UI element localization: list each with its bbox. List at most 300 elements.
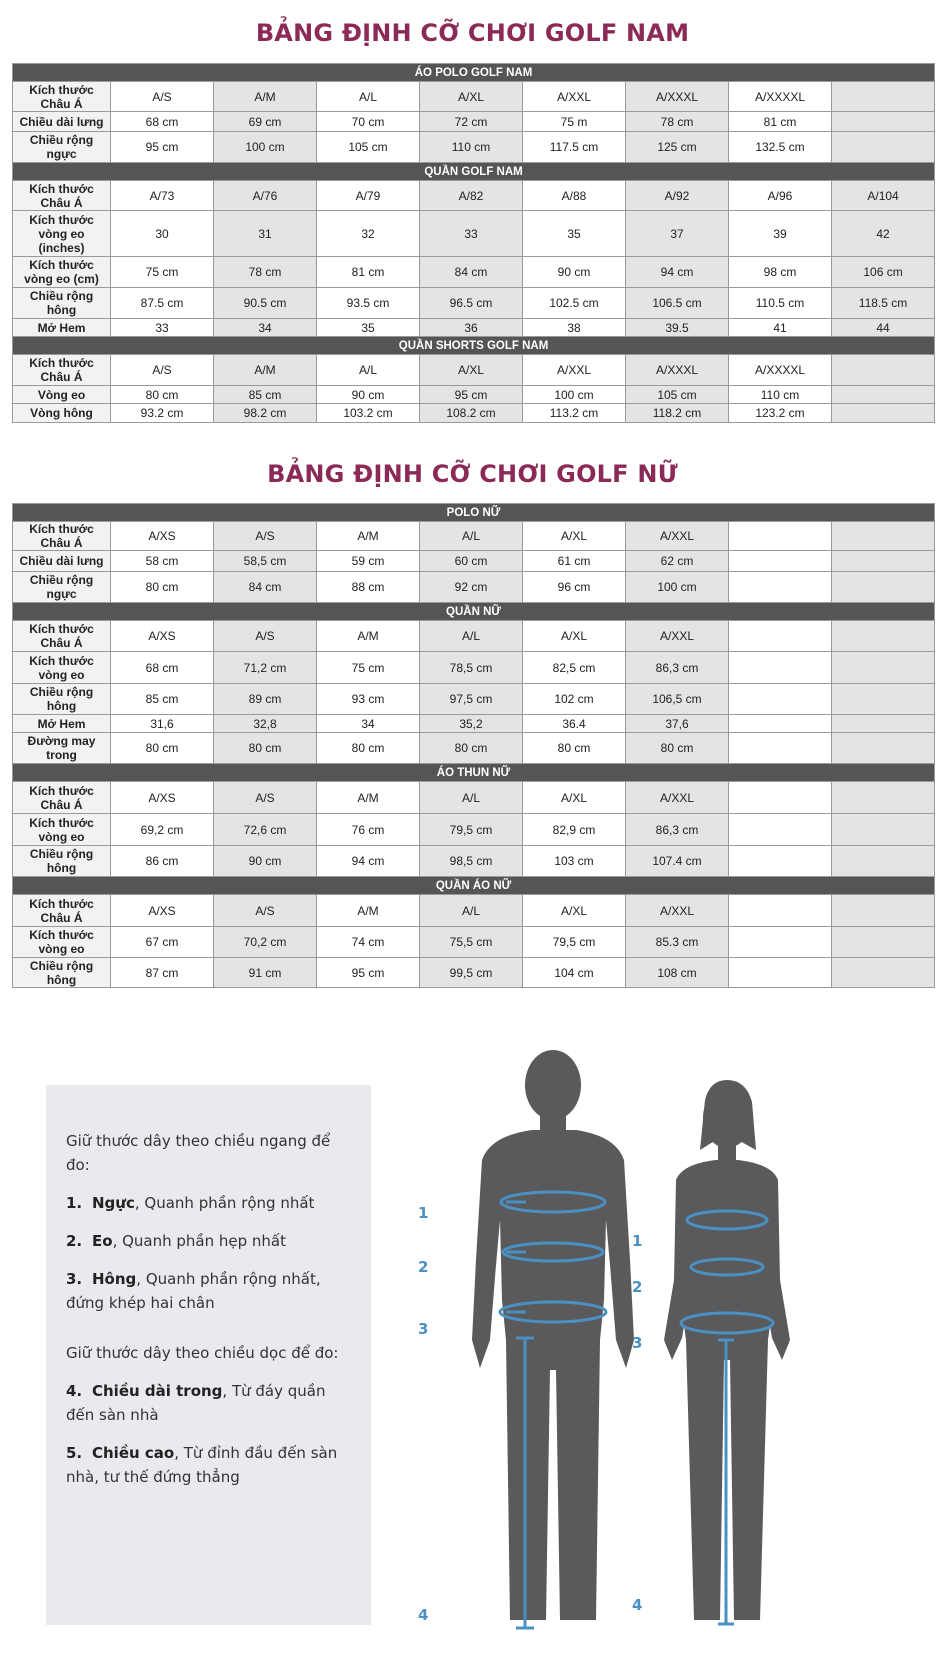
table-cell: A/L bbox=[420, 621, 523, 652]
women-size-table bbox=[12, 503, 935, 988]
table-cell: 31,6 bbox=[111, 715, 214, 733]
table-cell: 117.5 cm bbox=[523, 132, 626, 163]
table-cell: 118.2 cm bbox=[626, 404, 729, 423]
table-cell bbox=[729, 927, 832, 958]
table-cell: 79,5 cm bbox=[420, 814, 523, 846]
male-label-3: 3 bbox=[418, 1320, 429, 1338]
table-cell bbox=[832, 572, 935, 603]
table-cell bbox=[832, 621, 935, 652]
row-label: Kích thước vòng eo (cm) bbox=[13, 257, 111, 288]
table-cell: A/XS bbox=[111, 621, 214, 652]
section-header: QUẦN SHORTS GOLF NAM bbox=[13, 337, 935, 355]
table-cell: 105 cm bbox=[317, 132, 420, 163]
table-row bbox=[13, 958, 935, 988]
section-header: QUẦN GOLF NAM bbox=[13, 163, 935, 181]
table-cell: 61 cm bbox=[523, 551, 626, 572]
section-header-row bbox=[13, 764, 935, 782]
table-cell: 98 cm bbox=[729, 257, 832, 288]
table-cell: 70 cm bbox=[317, 112, 420, 132]
measurement-guide bbox=[46, 1085, 371, 1625]
table-cell: 86,3 cm bbox=[626, 652, 729, 684]
table-row bbox=[13, 733, 935, 764]
row-label: Chiều rộng hông bbox=[13, 684, 111, 715]
table-cell: A/79 bbox=[317, 181, 420, 211]
table-cell: A/L bbox=[420, 895, 523, 927]
table-cell: 87 cm bbox=[111, 958, 214, 988]
table-cell: 86 cm bbox=[111, 846, 214, 877]
table-cell: 123.2 cm bbox=[729, 404, 832, 423]
table-cell: 72,6 cm bbox=[214, 814, 317, 846]
table-cell: 108.2 cm bbox=[420, 404, 523, 423]
table-cell: 95 cm bbox=[317, 958, 420, 988]
table-cell: 31 bbox=[214, 211, 317, 257]
male-label-4: 4 bbox=[418, 1606, 429, 1624]
table-row bbox=[13, 181, 935, 211]
table-cell: 104 cm bbox=[523, 958, 626, 988]
row-label: Kích thước vòng eo bbox=[13, 814, 111, 846]
table-cell bbox=[832, 652, 935, 684]
table-cell: A/S bbox=[214, 522, 317, 551]
table-cell: A/XS bbox=[111, 782, 214, 814]
guide-item-desc: , Quanh phần hẹp nhất bbox=[112, 1232, 286, 1250]
female-label-2: 2 bbox=[632, 1278, 643, 1296]
table-cell: 35,2 bbox=[420, 715, 523, 733]
guide-item bbox=[66, 1441, 353, 1489]
table-cell: A/M bbox=[317, 522, 420, 551]
table-cell: 82,9 cm bbox=[523, 814, 626, 846]
table-cell: 68 cm bbox=[111, 112, 214, 132]
row-label: Kích thước vòng eo bbox=[13, 927, 111, 958]
table-cell bbox=[729, 684, 832, 715]
table-cell bbox=[832, 715, 935, 733]
guide-item-desc: , Quanh phần rộng nhất bbox=[134, 1194, 315, 1212]
section-header: QUẦN NỮ bbox=[13, 603, 935, 621]
body-silhouettes bbox=[420, 1040, 920, 1630]
table-cell bbox=[729, 652, 832, 684]
table-cell: 70,2 cm bbox=[214, 927, 317, 958]
row-label: Chiều dài lưng bbox=[13, 551, 111, 572]
female-label-1: 1 bbox=[632, 1232, 643, 1250]
table-cell: 90.5 cm bbox=[214, 288, 317, 319]
table-cell bbox=[832, 782, 935, 814]
table-cell: 90 cm bbox=[317, 386, 420, 404]
table-cell: 125 cm bbox=[626, 132, 729, 163]
table-cell: 81 cm bbox=[317, 257, 420, 288]
guide-item-term: Eo bbox=[92, 1232, 113, 1250]
table-cell: 95 cm bbox=[111, 132, 214, 163]
table-cell: 84 cm bbox=[420, 257, 523, 288]
table-cell: 80 cm bbox=[111, 572, 214, 603]
table-cell: 110 cm bbox=[729, 386, 832, 404]
table-cell: 42 bbox=[832, 211, 935, 257]
table-cell bbox=[729, 621, 832, 652]
table-cell: 103.2 cm bbox=[317, 404, 420, 423]
row-label: Kích thước Châu Á bbox=[13, 895, 111, 927]
table-cell: 99,5 cm bbox=[420, 958, 523, 988]
section-header-row bbox=[13, 504, 935, 522]
table-row bbox=[13, 895, 935, 927]
guide-item-desc: , Quanh phần rộng nhất, đứng khép hai chân bbox=[66, 1270, 321, 1312]
table-cell bbox=[832, 355, 935, 386]
table-cell: 32,8 bbox=[214, 715, 317, 733]
table-cell: 38 bbox=[523, 319, 626, 337]
table-row bbox=[13, 621, 935, 652]
table-cell: 80 cm bbox=[214, 733, 317, 764]
guide-horizontal-intro: Giữ thước dây theo chiều ngang để đo: bbox=[66, 1132, 331, 1174]
table-cell: A/76 bbox=[214, 181, 317, 211]
table-cell: 69,2 cm bbox=[111, 814, 214, 846]
guide-item-number: 2. bbox=[66, 1232, 83, 1250]
row-label: Chiều rộng ngực bbox=[13, 572, 111, 603]
row-label: Chiều rộng hông bbox=[13, 288, 111, 319]
row-label: Chiều rộng hông bbox=[13, 958, 111, 988]
table-cell: 113.2 cm bbox=[523, 404, 626, 423]
row-label: Mở Hem bbox=[13, 715, 111, 733]
table-cell bbox=[832, 814, 935, 846]
table-cell: 96 cm bbox=[523, 572, 626, 603]
table-row bbox=[13, 112, 935, 132]
table-cell: 76 cm bbox=[317, 814, 420, 846]
guide-item-term: Chiều dài trong bbox=[92, 1382, 223, 1400]
row-label: Vòng hông bbox=[13, 404, 111, 423]
row-label: Vòng eo bbox=[13, 386, 111, 404]
table-cell: 100 cm bbox=[626, 572, 729, 603]
table-cell: 96.5 cm bbox=[420, 288, 523, 319]
table-cell: 92 cm bbox=[420, 572, 523, 603]
row-label: Kích thước Châu Á bbox=[13, 621, 111, 652]
table-row bbox=[13, 551, 935, 572]
table-cell: 105 cm bbox=[626, 386, 729, 404]
table-cell bbox=[729, 522, 832, 551]
table-cell: 68 cm bbox=[111, 652, 214, 684]
table-cell: 106 cm bbox=[832, 257, 935, 288]
table-cell: 72 cm bbox=[420, 112, 523, 132]
table-cell bbox=[729, 958, 832, 988]
table-cell: 75,5 cm bbox=[420, 927, 523, 958]
section-header: ÁO POLO GOLF NAM bbox=[13, 64, 935, 82]
table-cell: A/96 bbox=[729, 181, 832, 211]
guide-item bbox=[66, 1191, 353, 1215]
table-cell: A/XXXL bbox=[626, 82, 729, 112]
table-cell bbox=[729, 814, 832, 846]
section-header-row bbox=[13, 877, 935, 895]
table-cell: A/XL bbox=[420, 355, 523, 386]
table-row bbox=[13, 82, 935, 112]
table-cell: 95 cm bbox=[420, 386, 523, 404]
table-cell bbox=[832, 132, 935, 163]
row-label: Kích thước Châu Á bbox=[13, 782, 111, 814]
table-cell: 107.4 cm bbox=[626, 846, 729, 877]
table-cell: 62 cm bbox=[626, 551, 729, 572]
table-cell: 90 cm bbox=[523, 257, 626, 288]
table-row bbox=[13, 257, 935, 288]
table-cell: A/M bbox=[317, 621, 420, 652]
table-cell bbox=[729, 782, 832, 814]
table-cell: A/L bbox=[420, 522, 523, 551]
table-cell: A/XL bbox=[420, 82, 523, 112]
table-cell: 102.5 cm bbox=[523, 288, 626, 319]
table-cell: 44 bbox=[832, 319, 935, 337]
row-label: Kích thước vòng eo (inches) bbox=[13, 211, 111, 257]
table-cell: 33 bbox=[420, 211, 523, 257]
table-cell: 103 cm bbox=[523, 846, 626, 877]
table-cell: 37 bbox=[626, 211, 729, 257]
table-cell: 35 bbox=[317, 319, 420, 337]
section-header-row bbox=[13, 64, 935, 82]
table-cell bbox=[832, 404, 935, 423]
table-cell: 78 cm bbox=[626, 112, 729, 132]
row-label: Chiều dài lưng bbox=[13, 112, 111, 132]
table-cell bbox=[729, 733, 832, 764]
table-cell: A/S bbox=[214, 782, 317, 814]
table-cell: 75 cm bbox=[317, 652, 420, 684]
table-cell: A/XXL bbox=[523, 82, 626, 112]
row-label: Kích thước Châu Á bbox=[13, 181, 111, 211]
section-header: QUẦN ÁO NỮ bbox=[13, 877, 935, 895]
male-label-2: 2 bbox=[418, 1258, 429, 1276]
table-cell bbox=[832, 522, 935, 551]
guide-vertical-intro: Giữ thước dây theo chiều dọc để đo: bbox=[66, 1344, 339, 1362]
table-cell: 106.5 cm bbox=[626, 288, 729, 319]
table-cell: A/XXL bbox=[523, 355, 626, 386]
table-cell: 75 cm bbox=[111, 257, 214, 288]
female-label-4: 4 bbox=[632, 1596, 643, 1614]
table-row bbox=[13, 684, 935, 715]
row-label: Chiều rộng hông bbox=[13, 846, 111, 877]
table-cell: 84 cm bbox=[214, 572, 317, 603]
guide-item-number: 1. bbox=[66, 1194, 83, 1212]
male-silhouette bbox=[472, 1050, 634, 1628]
table-cell: 88 cm bbox=[317, 572, 420, 603]
table-cell bbox=[729, 846, 832, 877]
table-cell: A/92 bbox=[626, 181, 729, 211]
section-header-row bbox=[13, 163, 935, 181]
table-cell: A/M bbox=[214, 355, 317, 386]
table-cell: 118.5 cm bbox=[832, 288, 935, 319]
table-cell: 100 cm bbox=[523, 386, 626, 404]
table-cell: 80 cm bbox=[111, 386, 214, 404]
table-cell: 58 cm bbox=[111, 551, 214, 572]
guide-item-term: Ngực bbox=[92, 1194, 135, 1212]
table-cell: 132.5 cm bbox=[729, 132, 832, 163]
table-cell: A/XL bbox=[523, 522, 626, 551]
table-cell: 85 cm bbox=[111, 684, 214, 715]
section-header-row bbox=[13, 603, 935, 621]
table-cell bbox=[832, 927, 935, 958]
table-cell: A/104 bbox=[832, 181, 935, 211]
table-cell: 97,5 cm bbox=[420, 684, 523, 715]
guide-item-desc: , Từ đáy quần đến sàn nhà bbox=[66, 1382, 326, 1424]
male-label-1: 1 bbox=[418, 1204, 429, 1222]
table-row bbox=[13, 782, 935, 814]
table-cell: 39 bbox=[729, 211, 832, 257]
guide-item-number: 4. bbox=[66, 1382, 83, 1400]
table-cell: A/XL bbox=[523, 782, 626, 814]
guide-item-desc: , Từ đỉnh đầu đến sàn nhà, tư thế đứng thẳng bbox=[66, 1444, 338, 1486]
guide-item bbox=[66, 1229, 353, 1253]
row-label: Kích thước Châu Á bbox=[13, 82, 111, 112]
table-cell: A/M bbox=[214, 82, 317, 112]
table-cell: A/XXL bbox=[626, 522, 729, 551]
table-cell: 78,5 cm bbox=[420, 652, 523, 684]
guide-item-term: Chiều cao bbox=[92, 1444, 175, 1462]
table-row bbox=[13, 572, 935, 603]
guide-item-term: Hông bbox=[92, 1270, 137, 1288]
table-row bbox=[13, 288, 935, 319]
table-cell: 74 cm bbox=[317, 927, 420, 958]
table-cell: A/73 bbox=[111, 181, 214, 211]
table-row bbox=[13, 522, 935, 551]
table-cell: 90 cm bbox=[214, 846, 317, 877]
table-cell: 69 cm bbox=[214, 112, 317, 132]
table-cell: 81 cm bbox=[729, 112, 832, 132]
table-cell: A/XXL bbox=[626, 782, 729, 814]
table-cell bbox=[729, 551, 832, 572]
table-cell: A/XXXXL bbox=[729, 82, 832, 112]
table-row bbox=[13, 355, 935, 386]
table-cell: 36 bbox=[420, 319, 523, 337]
table-cell bbox=[832, 112, 935, 132]
row-label: Mở Hem bbox=[13, 319, 111, 337]
guide-item-number: 3. bbox=[66, 1270, 83, 1288]
table-cell: A/S bbox=[214, 895, 317, 927]
table-cell: A/L bbox=[317, 82, 420, 112]
table-cell: 82,5 cm bbox=[523, 652, 626, 684]
table-cell: A/S bbox=[111, 82, 214, 112]
table-cell: 80 cm bbox=[626, 733, 729, 764]
table-cell: A/S bbox=[214, 621, 317, 652]
table-cell: A/S bbox=[111, 355, 214, 386]
table-cell: 89 cm bbox=[214, 684, 317, 715]
table-cell: 94 cm bbox=[626, 257, 729, 288]
table-row bbox=[13, 715, 935, 733]
table-cell: 98,5 cm bbox=[420, 846, 523, 877]
table-cell: A/L bbox=[317, 355, 420, 386]
table-cell: 93.5 cm bbox=[317, 288, 420, 319]
table-cell: 37,6 bbox=[626, 715, 729, 733]
table-row bbox=[13, 652, 935, 684]
table-cell: 108 cm bbox=[626, 958, 729, 988]
row-label: Kích thước Châu Á bbox=[13, 355, 111, 386]
table-cell bbox=[729, 895, 832, 927]
table-row bbox=[13, 386, 935, 404]
table-cell: 93.2 cm bbox=[111, 404, 214, 423]
table-cell: 110.5 cm bbox=[729, 288, 832, 319]
table-cell bbox=[832, 846, 935, 877]
table-row bbox=[13, 211, 935, 257]
table-cell: 85.3 cm bbox=[626, 927, 729, 958]
table-cell: 58,5 cm bbox=[214, 551, 317, 572]
men-size-table bbox=[12, 63, 935, 423]
table-cell: 33 bbox=[111, 319, 214, 337]
table-cell: A/XXXL bbox=[626, 355, 729, 386]
table-cell bbox=[832, 386, 935, 404]
row-label: Đường may trong bbox=[13, 733, 111, 764]
table-cell: A/M bbox=[317, 895, 420, 927]
table-cell: 75 m bbox=[523, 112, 626, 132]
table-cell: 60 cm bbox=[420, 551, 523, 572]
table-cell: 71,2 cm bbox=[214, 652, 317, 684]
table-row bbox=[13, 132, 935, 163]
body-measurement-figure bbox=[420, 1040, 920, 1630]
table-cell: 30 bbox=[111, 211, 214, 257]
section-header: ÁO THUN NỮ bbox=[13, 764, 935, 782]
table-cell: 34 bbox=[317, 715, 420, 733]
table-cell: 110 cm bbox=[420, 132, 523, 163]
table-cell: A/XXXXL bbox=[729, 355, 832, 386]
table-cell: A/88 bbox=[523, 181, 626, 211]
table-cell: A/XS bbox=[111, 522, 214, 551]
table-cell: 39.5 bbox=[626, 319, 729, 337]
table-row bbox=[13, 927, 935, 958]
table-cell bbox=[832, 958, 935, 988]
table-cell: A/XS bbox=[111, 895, 214, 927]
table-cell: 34 bbox=[214, 319, 317, 337]
table-cell bbox=[729, 715, 832, 733]
table-cell: 41 bbox=[729, 319, 832, 337]
men-size-chart-title: BẢNG ĐỊNH CỠ CHƠI GOLF NAM bbox=[255, 19, 690, 47]
table-cell: A/L bbox=[420, 782, 523, 814]
table-cell: A/XXL bbox=[626, 895, 729, 927]
table-cell: A/XL bbox=[523, 621, 626, 652]
women-size-chart-title: BẢNG ĐỊNH CỠ CHƠI GOLF NỮ bbox=[267, 460, 678, 488]
table-cell: 32 bbox=[317, 211, 420, 257]
table-row bbox=[13, 814, 935, 846]
table-cell: 87.5 cm bbox=[111, 288, 214, 319]
guide-item-number: 5. bbox=[66, 1444, 83, 1462]
table-cell: 86,3 cm bbox=[626, 814, 729, 846]
row-label: Kích thước Châu Á bbox=[13, 522, 111, 551]
female-silhouette bbox=[664, 1080, 790, 1624]
table-cell: 36.4 bbox=[523, 715, 626, 733]
table-row bbox=[13, 319, 935, 337]
table-cell bbox=[729, 572, 832, 603]
row-label: Chiều rộng ngực bbox=[13, 132, 111, 163]
table-cell: A/XL bbox=[523, 895, 626, 927]
table-cell: 35 bbox=[523, 211, 626, 257]
table-cell: 59 cm bbox=[317, 551, 420, 572]
table-cell: 80 cm bbox=[523, 733, 626, 764]
table-cell: A/XXL bbox=[626, 621, 729, 652]
section-header-row bbox=[13, 337, 935, 355]
table-cell: 85 cm bbox=[214, 386, 317, 404]
table-cell: 80 cm bbox=[317, 733, 420, 764]
female-label-3: 3 bbox=[632, 1334, 643, 1352]
table-cell bbox=[832, 895, 935, 927]
table-cell: 79,5 cm bbox=[523, 927, 626, 958]
table-cell: 91 cm bbox=[214, 958, 317, 988]
table-cell: 78 cm bbox=[214, 257, 317, 288]
table-cell: 100 cm bbox=[214, 132, 317, 163]
section-header: POLO NỮ bbox=[13, 504, 935, 522]
row-label: Kích thước vòng eo bbox=[13, 652, 111, 684]
table-cell bbox=[832, 684, 935, 715]
table-cell: 80 cm bbox=[111, 733, 214, 764]
table-cell: 106,5 cm bbox=[626, 684, 729, 715]
table-cell: A/82 bbox=[420, 181, 523, 211]
table-cell: 94 cm bbox=[317, 846, 420, 877]
guide-item bbox=[66, 1267, 353, 1315]
table-row bbox=[13, 404, 935, 423]
table-cell bbox=[832, 551, 935, 572]
table-cell: 80 cm bbox=[420, 733, 523, 764]
table-cell: 93 cm bbox=[317, 684, 420, 715]
table-cell bbox=[832, 82, 935, 112]
table-cell bbox=[832, 733, 935, 764]
guide-item bbox=[66, 1379, 353, 1427]
table-cell: A/M bbox=[317, 782, 420, 814]
table-row bbox=[13, 846, 935, 877]
